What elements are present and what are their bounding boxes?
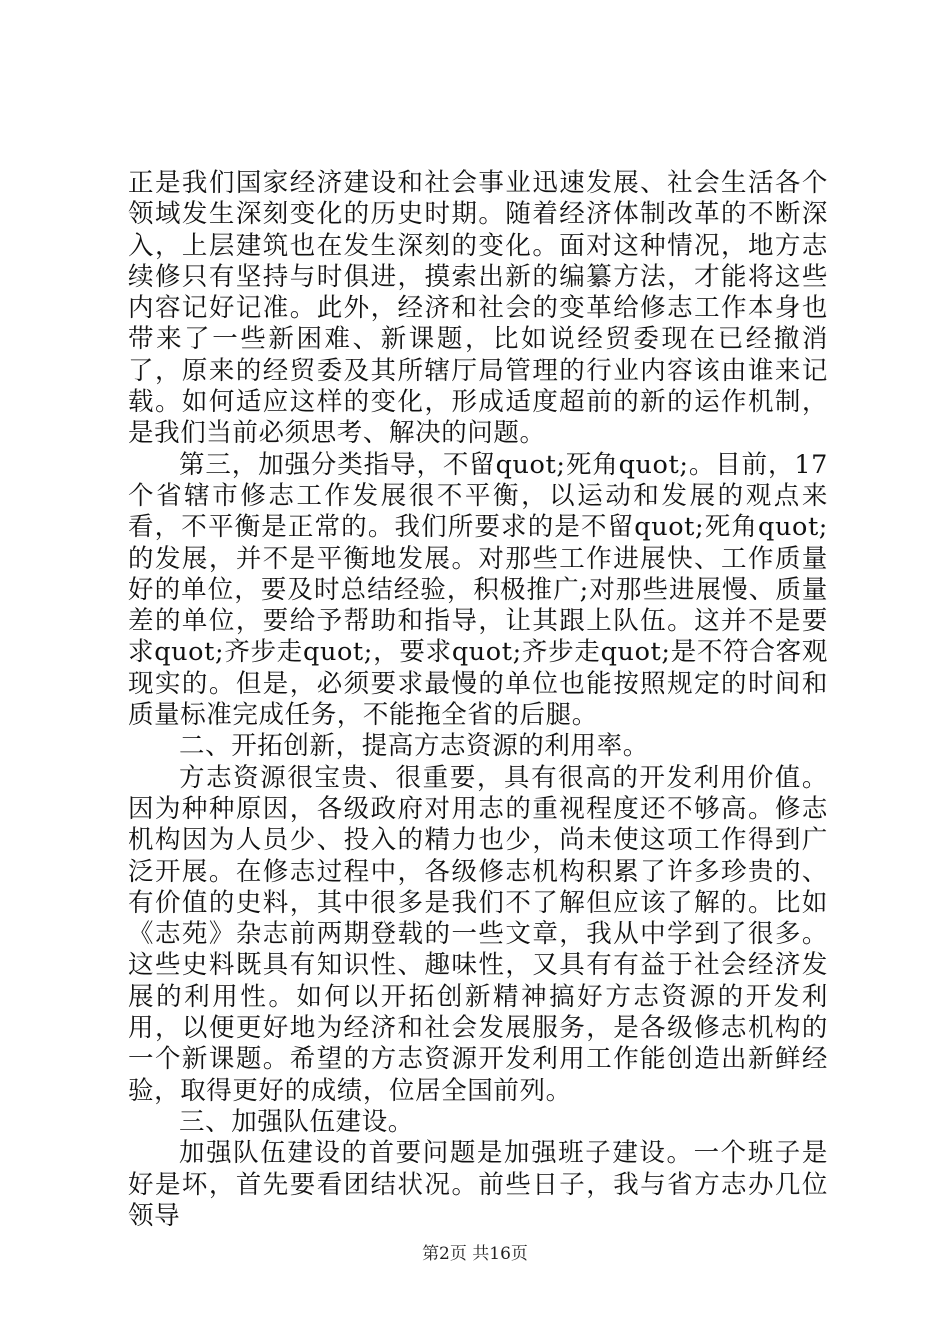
document-body	[128, 168, 828, 1232]
section-heading-three: 三、加强队伍建设。	[179, 1106, 414, 1137]
paragraph-team-building: 加强队伍建设的首要问题是加强班子建设。一个班子是好是坏，首先要看团结状况。前些日子，我与省方志办几位领导	[128, 1138, 828, 1231]
paragraph-resource-utilization: 方志资源很宝贵、很重要，具有很高的开发利用价值。因为种种原因，各级政府对用志的重视程度还不够高。修志机构因为人员少、投入的精力也少，尚未使这项工作得到广泛开展。在修志过程中，各级修志机构积累了许多珍贵的、有价值的史料，其中很多是我们不了解但应该了解的。比如《志苑》杂志前两期登载的一些文章，我从中学到了很多。这些史料既具有知识性、趣味性，又具有有益于社会经济发展的利用性。如何以开拓创新精神搞好方志资源的开发利用，以便更好地为经济和社会发展服务，是各级修志机构的一个新课题。希望的方志资源开发利用工作能创造出新鲜经验，取得更好的成绩，位居全国前列。	[128, 762, 828, 1106]
paragraph-continued: 正是我们国家经济建设和社会事业迅速发展、社会生活各个领域发生深刻变化的历史时期。随着经济体制改革的不断深入，上层建筑也在发生深刻的变化。面对这种情况，地方志续修只有坚持与时俱进，摸索出新的编纂方法，才能将这些内容记好记准。此外，经济和社会的变革给修志工作本身也带来了一些新困难、新课题，比如说经贸委现在已经撤消了，原来的经贸委及其所辖厅局管理的行业内容该由谁来记载。如何适应这样的变化，形成适度超前的新的运作机制，是我们当前必须思考、解决的问题。	[128, 168, 828, 449]
section-heading-two: 二、开拓创新，提高方志资源的利用率。	[179, 731, 649, 762]
paragraph-third-point: 第三，加强分类指导，不留quot;死角quot;。目前，17个省辖市修志工作发展很不平衡，以运动和发展的观点来看，不平衡是正常的。我们所要求的是不留quot;死角quot;的发展，并不是平衡地发展。对那些工作进展快、工作质量好的单位，要及时总结经验，积极推广;对那些进展慢、质量差的单位，要给予帮助和指导，让其跟上队伍。这并不是要求quot;齐步走quot;，要求quot;齐步走quot;是不符合客观现实的。但是，必须要求最慢的单位也能按照规定的时间和质量标准完成任务，不能拖全省的后腿。	[128, 449, 828, 731]
page-number-footer: 第2页 共16页	[422, 1244, 528, 1264]
